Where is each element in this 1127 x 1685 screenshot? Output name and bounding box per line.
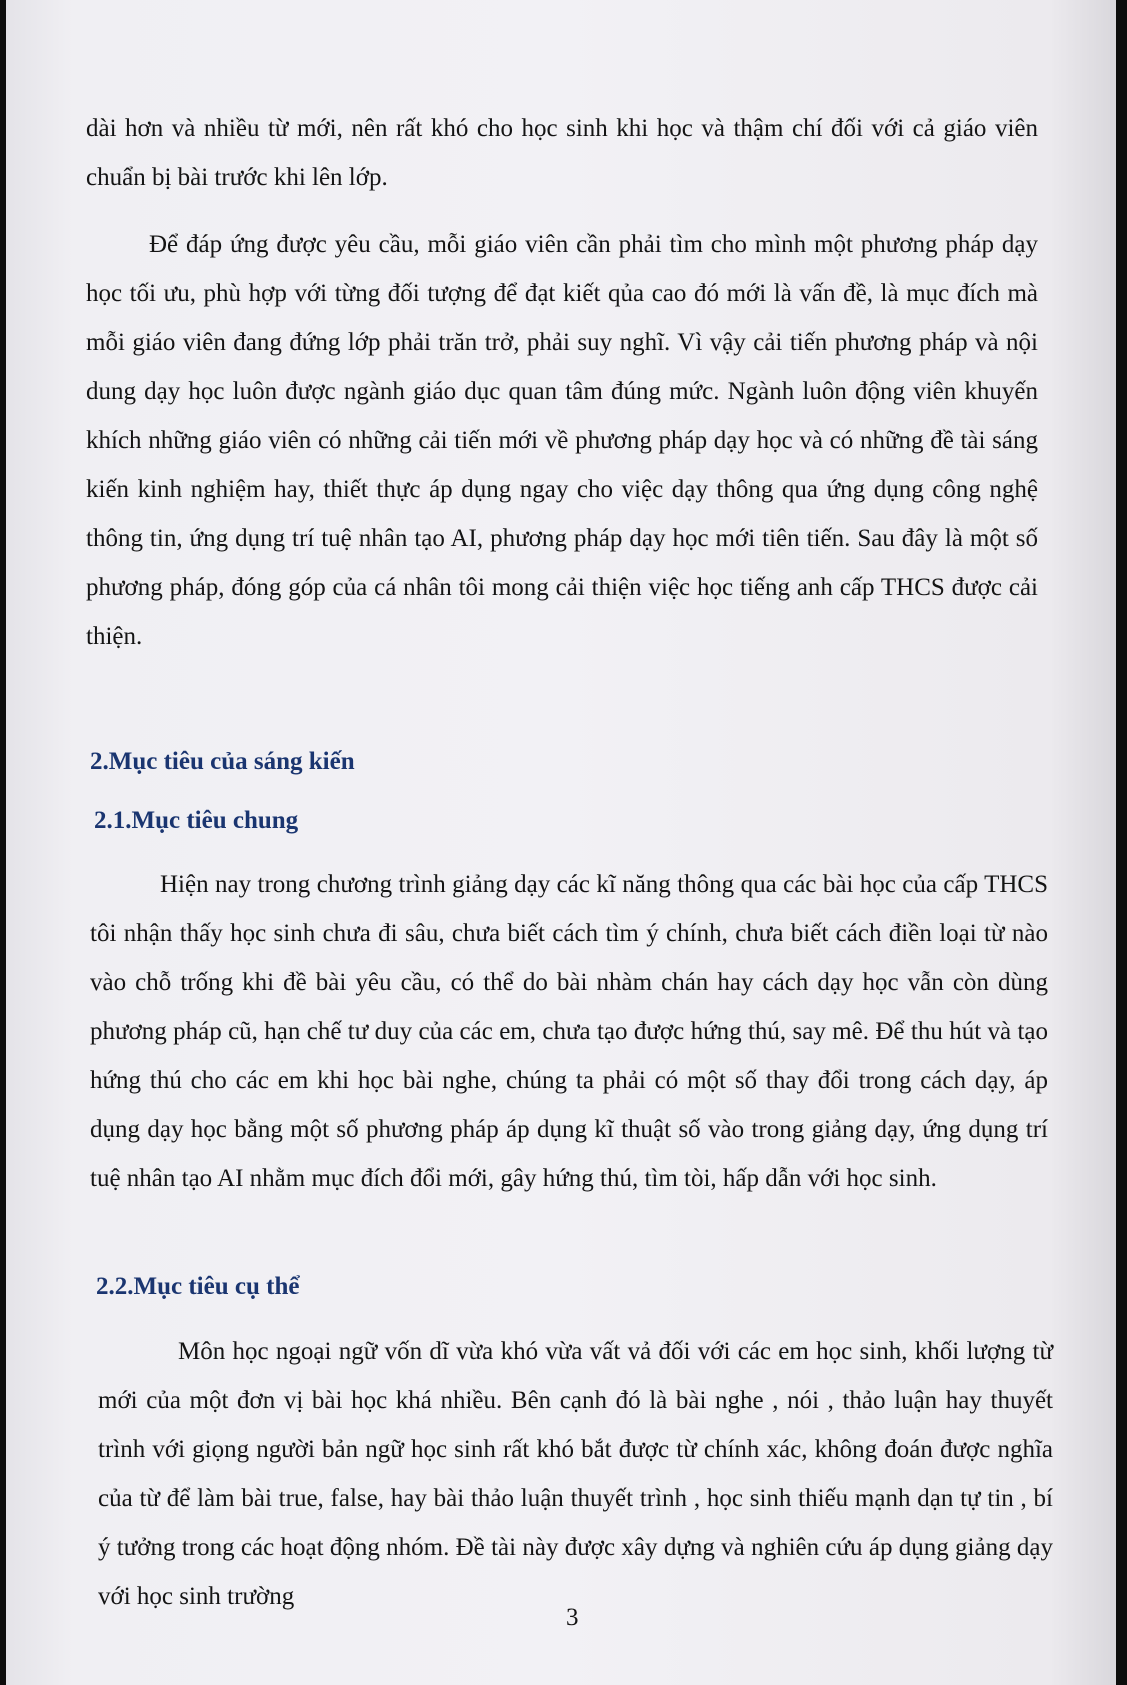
page-number: 3 (566, 1604, 579, 1631)
document-page (6, 0, 1116, 1685)
section-heading-goals: 2.Mục tiêu của sáng kiến (90, 748, 355, 775)
paragraph-intro-continuation: dài hơn và nhiều từ mới, nên rất khó cho học sinh khi học và thậm chí đối với cả giáo viên chuẩn bị bài trước khi lên lớp. (86, 115, 1038, 191)
paragraph-specific-goals: Môn học ngoại ngữ vốn dĩ vừa khó vừa vất vả đối với các em học sinh, khối lượng từ mới của một đơn vị bài học khá nhiều. Bên cạnh đó là bài nghe , nói , thảo luận hay thuyết trình với giọng người bản ngữ học sinh rất khó bắt được từ chính xác, không đoán được nghĩa của từ để làm bài true, false, hay bài thảo luận thuyết trình , học sinh thiếu mạnh dạn tự tin , bí ý tưởng trong các hoạt động nhóm. Đề tài này được xây dựng và nghiên cứu áp dụng giảng dạy với học sinh trường (98, 1338, 1053, 1610)
paragraph-teaching-methods: Để đáp ứng được yêu cầu, mỗi giáo viên cần phải tìm cho mình một phương pháp dạy học tối ưu, phù hợp với từng đối tượng để đạt kiết qủa cao đó mới là vấn đề, là mục đích mà mỗi giáo viên đang đứng lớp phải trăn trở, phải suy nghĩ. Vì vậy cải tiến phương pháp và nội dung dạy học luôn được ngành giáo dục quan tâm đúng mức. Ngành luôn động viên khuyến khích những giáo viên có những cải tiến mới về phương pháp dạy học và có những đề tài sáng kiến kinh nghiệm hay, thiết thực áp dụng ngay cho việc dạy thông qua ứng dụng công nghệ thông tin, ứng dụng trí tuệ nhân tạo AI, phương pháp dạy học mới tiên tiến. Sau đây là một số phương pháp, đóng góp của cá nhân tôi mong cải thiện việc học tiếng anh cấp THCS được cải thiện. (86, 231, 1038, 650)
subsection-heading-specific-goals: 2.2.Mục tiêu cụ thể (96, 1273, 300, 1300)
paragraph-general-goals: Hiện nay trong chương trình giảng dạy các kĩ năng thông qua các bài học của cấp THCS tôi nhận thấy học sinh chưa đi sâu, chưa biết cách tìm ý chính, chưa biết cách điền loại từ nào vào chỗ trống khi đề bài yêu cầu, có thể do bài nhàm chán hay cách dạy học vẫn còn dùng phương pháp cũ, hạn chế tư duy của các em, chưa tạo được hứng thú, say mê. Để thu hút và tạo hứng thú cho các em khi học bài nghe, chúng ta phải có một số thay đổi trong cách dạy, áp dụng dạy học bằng một số phương pháp áp dụng kĩ thuật số vào trong giảng dạy, ứng dụng trí tuệ nhân tạo AI nhằm mục đích đổi mới, gây hứng thú, tìm tòi, hấp dẫn với học sinh. (90, 871, 1048, 1192)
subsection-heading-general-goals: 2.1.Mục tiêu chung (94, 807, 299, 834)
